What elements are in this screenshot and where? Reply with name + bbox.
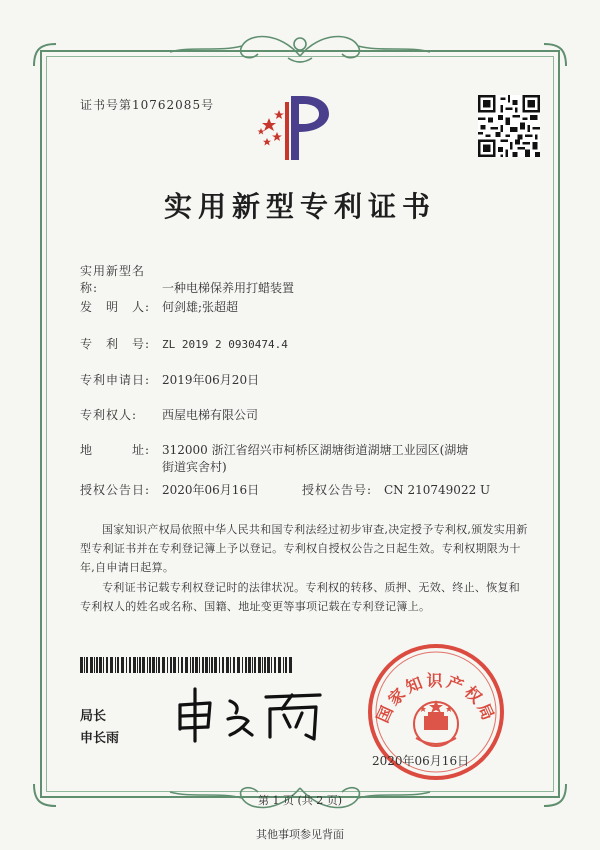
- barcode-bar: [222, 657, 224, 673]
- field-value: 何剑雄;张超超: [162, 300, 239, 314]
- corner-ornament-top-right: [540, 40, 570, 70]
- seal-date: 2020年06月16日: [372, 754, 470, 768]
- barcode-bar: [115, 657, 116, 673]
- barcode-bar: [262, 657, 263, 673]
- barcode-bar: [80, 657, 83, 673]
- barcode-bar: [106, 657, 108, 673]
- barcode-bar: [86, 657, 88, 673]
- field-utility-model-name: [80, 262, 294, 296]
- field-patentee: [80, 406, 258, 423]
- field-label: 地 址:: [80, 443, 151, 457]
- footer-note: 其他事项参见背面: [256, 828, 344, 841]
- barcode-bar: [258, 657, 261, 673]
- barcode-bar: [103, 657, 104, 673]
- field-label: 授权公告日:: [80, 483, 151, 497]
- barcode-bar: [237, 657, 240, 673]
- barcode-bar: [84, 657, 85, 673]
- barcode-bar: [149, 657, 151, 673]
- barcode-bar: [289, 657, 292, 673]
- barcode-bar: [133, 657, 136, 673]
- barcode-bar: [278, 657, 281, 673]
- barcode-bar: [209, 657, 210, 673]
- barcode-bar: [99, 657, 102, 673]
- barcode-bar: [205, 657, 208, 673]
- barcode-bar: [195, 657, 198, 673]
- barcode-bar: [242, 657, 243, 673]
- barcode-bar: [152, 657, 155, 673]
- barcode-bar: [192, 657, 194, 673]
- field-value: 312000 浙江省绍兴市柯桥区湖塘街道湖塘工业园区(湖塘: [162, 443, 469, 457]
- field-label: 专利权人:: [80, 408, 138, 422]
- field-value: CN 210749022 U: [384, 483, 491, 497]
- barcode-bar: [110, 657, 113, 673]
- barcode-bar: [185, 657, 188, 673]
- page-number: 第 1 页 (共 2 页): [257, 794, 343, 807]
- legal-paragraph-1: 国家知识产权局依照中华人民共和国专利法经过初步审查,决定授予专利权,颁发实用新型专利证书并在专利登记簿上予以登记。专利权自授权公告之日起生效。专利权期限为十年,自申请日起算。: [80, 523, 528, 574]
- barcode-bar: [219, 657, 220, 673]
- field-value: ZL 2019 2 0930474.4: [162, 338, 288, 351]
- field-value: 2020年06月16日: [162, 483, 260, 497]
- signatory-title: 局长: [80, 709, 107, 724]
- barcode-bar: [129, 657, 131, 673]
- field-value: 西屋电梯有限公司: [162, 408, 259, 422]
- barcode-bar: [94, 657, 95, 673]
- barcode-bar: [117, 657, 119, 673]
- barcode-bar: [202, 657, 204, 673]
- field-address-continued: 街道宾舍村): [162, 460, 227, 474]
- barcode-bar: [252, 657, 253, 673]
- barcode-bar: [199, 657, 200, 673]
- barcode-bar: [285, 657, 287, 673]
- barcode-bar: [126, 657, 127, 673]
- barcode: [80, 657, 295, 673]
- signatory-name: 申长雨: [80, 731, 120, 746]
- barcode-bar: [158, 657, 160, 673]
- legal-paragraph-2: 专利证书记载专利权登记时的法律状况。专利权的转移、质押、无效、终止、恢复和专利权人的姓名或名称、国籍、地址变更等事项记载在专利登记簿上。: [80, 581, 521, 613]
- barcode-bar: [173, 657, 176, 673]
- field-label: 专 利 号:: [80, 337, 151, 351]
- field-patent-number: [80, 335, 288, 352]
- handwritten-signature: [170, 683, 340, 743]
- patent-office-logo: [255, 88, 335, 168]
- field-value: 一种电梯保养用打蜡装置: [162, 281, 295, 295]
- barcode-bar: [274, 657, 276, 673]
- barcode-bar: [245, 657, 247, 673]
- barcode-bar: [283, 657, 284, 673]
- corner-ornament-top-left: [30, 40, 60, 70]
- certificate-title: 实用新型专利证书: [163, 190, 436, 223]
- seal-text: 国家知识产权局: [372, 671, 500, 726]
- field-grant-number: [302, 481, 490, 498]
- top-ornament: [150, 22, 450, 66]
- qr-code: [478, 95, 540, 157]
- barcode-bar: [248, 657, 251, 673]
- barcode-bar: [121, 657, 124, 673]
- barcode-bar: [142, 657, 145, 673]
- barcode-bar: [170, 657, 172, 673]
- field-label: 实用新型名称:: [80, 264, 146, 295]
- barcode-bar: [214, 657, 217, 673]
- barcode-bar: [190, 657, 191, 673]
- field-filing-date: [80, 371, 259, 388]
- barcode-bar: [162, 657, 165, 673]
- field-value: 2019年06月20日: [162, 373, 260, 387]
- field-label: 授权公告号:: [302, 483, 373, 497]
- barcode-bar: [137, 657, 138, 673]
- barcode-bar: [211, 657, 213, 673]
- barcode-bar: [271, 657, 272, 673]
- barcode-bar: [156, 657, 157, 673]
- barcode-bar: [254, 657, 256, 673]
- barcode-bar: [267, 657, 270, 673]
- barcode-bar: [90, 657, 93, 673]
- field-address: [80, 441, 468, 458]
- barcode-bar: [96, 657, 98, 673]
- barcode-bar: [181, 657, 183, 673]
- barcode-bar: [167, 657, 168, 673]
- barcode-bar: [233, 657, 235, 673]
- barcode-bar: [226, 657, 229, 673]
- barcode-bar: [139, 657, 141, 673]
- barcode-bar: [147, 657, 148, 673]
- barcode-bar: [178, 657, 179, 673]
- certificate-number: 证书号第10762085号: [80, 98, 215, 112]
- field-label: 专利申请日:: [80, 373, 151, 387]
- barcode-bar: [264, 657, 266, 673]
- field-inventor: [80, 298, 238, 315]
- field-label: 发 明 人:: [80, 300, 151, 314]
- barcode-bar: [230, 657, 231, 673]
- field-grant-date: [80, 481, 259, 498]
